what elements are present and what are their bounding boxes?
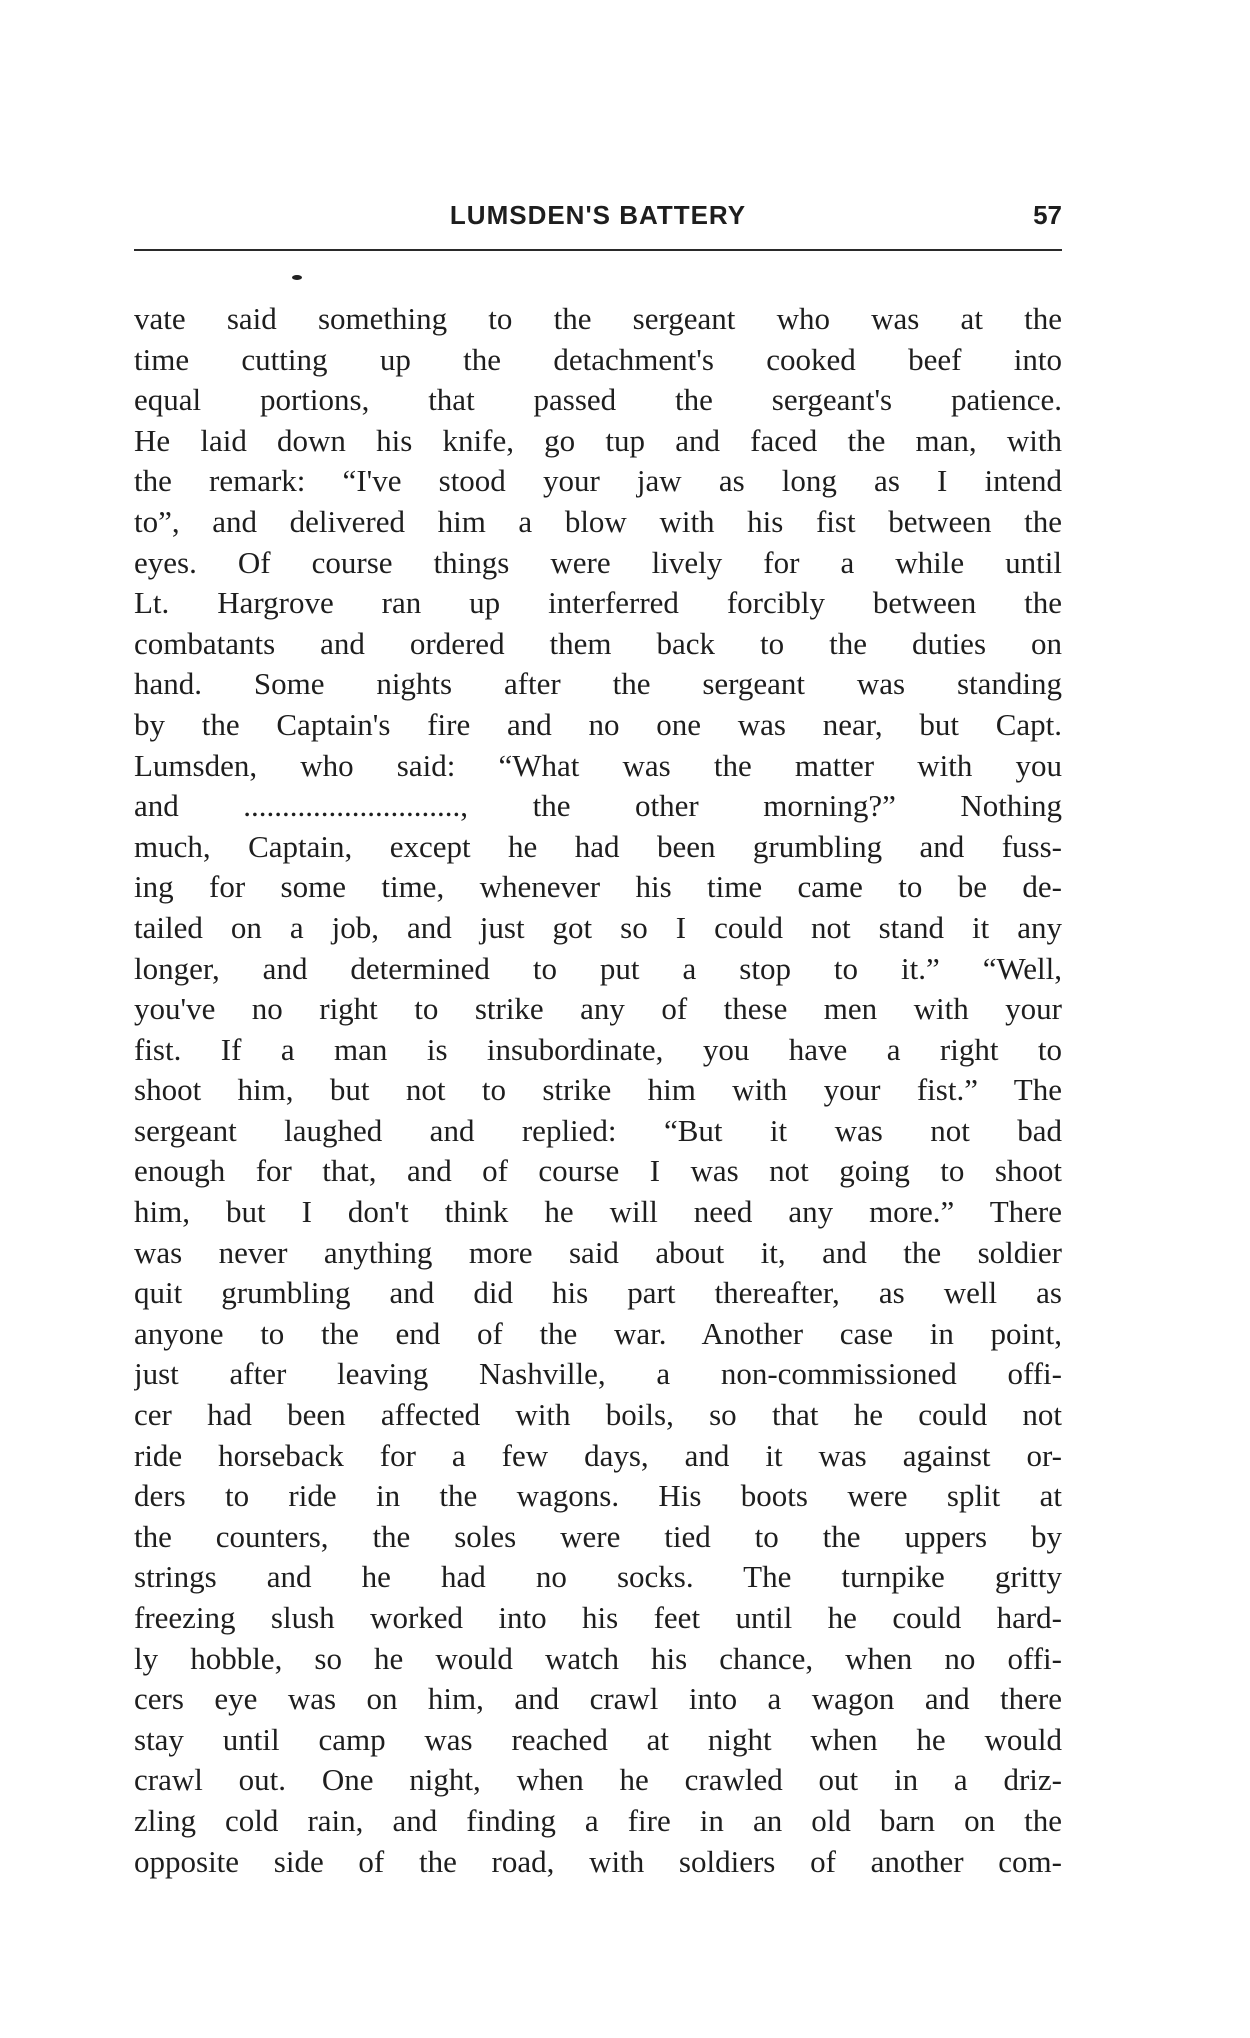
text-line: you've no right to strike any of these men with your [134,991,1062,1027]
text-line: time cutting up the detachment's cooked beef into [134,341,1062,377]
text-line: freezing slush worked into his feet until he could hard- [134,1600,1062,1635]
text-line: quit grumbling and did his part thereafter, as well as [134,1275,1062,1311]
body-text [134,299,1062,1882]
text-line: to”, and delivered him a blow with his fist between the [134,503,1062,539]
text-line: crawl out. One night, when he crawled out in a driz- [134,1762,1062,1798]
text-line: was never anything more said about it, and the soldier [134,1234,1062,1270]
text-line: just after leaving Nashville, a non-commissioned offi- [134,1356,1062,1392]
text-line: fist. If a man is insubordinate, you have a right to [134,1031,1062,1067]
text-line: him, but I don't think he will need any more.” There [134,1194,1062,1230]
text-line: combatants and ordered them back to the duties on [134,625,1062,661]
running-title: LUMSDEN'S BATTERY [449,200,747,230]
text-line: equal portions, that passed the sergeant's patience. [134,382,1062,418]
text-line: the remark: “I've stood your jaw as long as I intend [134,463,1062,499]
text-line: opposite side of the road, with soldiers of another com- [134,1843,1062,1879]
text-line: much, Captain, except he had been grumbling and fuss- [134,828,1062,864]
text-line: cer had been affected with boils, so that he could not [134,1397,1062,1433]
text-line: strings and he had no socks. The turnpike gritty [134,1559,1062,1595]
text-line: hand. Some nights after the sergeant was standing [134,666,1062,702]
header-rule [134,249,1062,251]
text-line: stay until camp was reached at night when he would [134,1721,1062,1757]
ink-speck [292,275,302,280]
text-line: cers eye was on him, and crawl into a wagon and there [134,1681,1062,1717]
text-line: tailed on a job, and just got so I could not stand it any [134,909,1062,945]
text-line: Lumsden, who said: “What was the matter with you [134,747,1062,783]
text-line: enough for that, and of course I was not going to shoot [134,1153,1062,1189]
text-line: shoot him, but not to strike him with your fist.” The [134,1072,1062,1108]
text-line: eyes. Of course things were lively for a while until [134,544,1062,580]
text-line: and ............................, the other morning?” Nothing [134,788,1062,824]
text-line: longer, and determined to put a stop to it.” “Well, [134,950,1062,986]
text-line: zling cold rain, and finding a fire in an old barn on the [134,1802,1062,1838]
text-line: sergeant laughed and replied: “But it was not bad [134,1112,1062,1148]
text-line: ders to ride in the wagons. His boots were split at [134,1478,1062,1514]
text-line: ing for some time, whenever his time came to be de- [134,869,1062,905]
text-line: Lt. Hargrove ran up interferred forcibly between the [134,585,1062,621]
text-line: the counters, the soles were tied to the uppers by [134,1518,1062,1554]
text-line: He laid down his knife, go tup and faced the man, with [134,422,1062,458]
text-line: by the Captain's fire and no one was near, but Capt. [134,706,1062,742]
page-number: 57 [1033,200,1062,230]
text-line: ride horseback for a few days, and it was against or- [134,1437,1062,1473]
text-line: ly hobble, so he would watch his chance, when no offi- [134,1640,1062,1676]
text-line: vate said something to the sergeant who was at the [134,301,1062,336]
text-line: anyone to the end of the war. Another case in point, [134,1315,1062,1351]
page-header [134,200,1062,240]
